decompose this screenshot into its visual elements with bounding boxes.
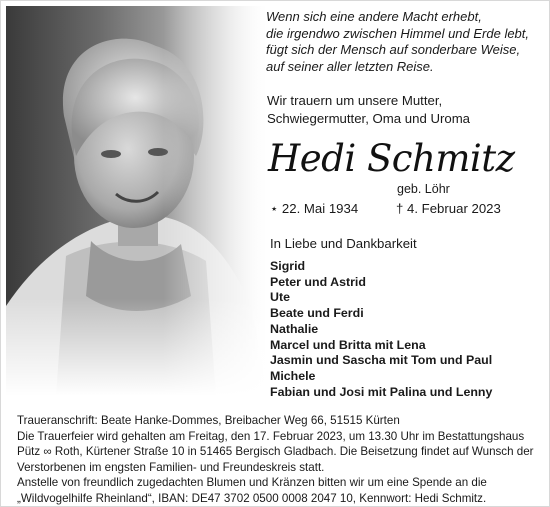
- info-line: Traueranschrift: Beate Hanke-Dommes, Breibacher Weg 66, 51515 Kürten: [17, 414, 400, 427]
- gratitude-line: In Liebe und Dankbarkeit: [270, 236, 417, 251]
- birth-date: ⋆ 22. Mai 1934: [270, 201, 359, 216]
- relative-entry: Peter und Astrid: [270, 274, 366, 289]
- poem-line: fügt sich der Mensch auf sonderbare Weise,: [266, 42, 521, 57]
- info-line: Anstelle von freundlich zugedachten Blumen und Kränzen bitten wir um eine Spende an die: [17, 476, 487, 489]
- relative-entry: Fabian und Josi mit Palina und Lenny: [270, 384, 493, 399]
- poem-line: die irgendwo zwischen Himmel und Erde lebt,: [266, 25, 530, 41]
- info-line: Die Trauerfeier wird gehalten am Freitag, den 17. Februar 2023, um 13.30 Uhr im Bestattungshaus: [17, 429, 525, 443]
- maiden-name: geb. Löhr: [397, 182, 450, 196]
- relative-entry: Nathalie: [270, 321, 319, 336]
- mourning-text: [267, 92, 470, 128]
- info-line: Pütz ∞ Roth, Kürtener Straße 10 in 51465 Bergisch Gladbach. Die Beisetzung findet auf Wunsch der: [17, 445, 534, 458]
- deceased-name: Hedi Schmitz: [268, 137, 515, 180]
- poem-line: auf seiner aller letzten Reise.: [266, 58, 434, 74]
- info-line: Verstorbenen im engsten Familien- und Freundeskreis statt.: [17, 460, 325, 474]
- relative-entry: Marcel und Britta mit Lena: [270, 337, 426, 352]
- death-date: † 4. Februar 2023: [396, 201, 501, 216]
- portrait-photo: [6, 6, 268, 396]
- info-line: „Wildvogelhilfe Rheinland“, IBAN: DE47 3702 0500 0008 2047 10, Kennwort: Hedi Schmitz.: [17, 491, 487, 505]
- poem-line: Wenn sich eine andere Macht erhebt,: [266, 9, 482, 24]
- relative-entry: Sigrid: [270, 259, 306, 273]
- mourning-line: Schwiegermutter, Oma und Uroma: [267, 111, 471, 126]
- relatives-list: [270, 259, 492, 400]
- mourning-line: Wir trauern um unsere Mutter,: [267, 93, 443, 108]
- relative-entry: Michele: [270, 368, 316, 383]
- funeral-info: [17, 413, 547, 506]
- relative-entry: Beate und Ferdi: [270, 306, 364, 321]
- poem: [266, 9, 546, 75]
- relative-entry: Jasmin und Sascha mit Tom und Paul: [270, 353, 493, 368]
- relative-entry: Ute: [270, 290, 290, 305]
